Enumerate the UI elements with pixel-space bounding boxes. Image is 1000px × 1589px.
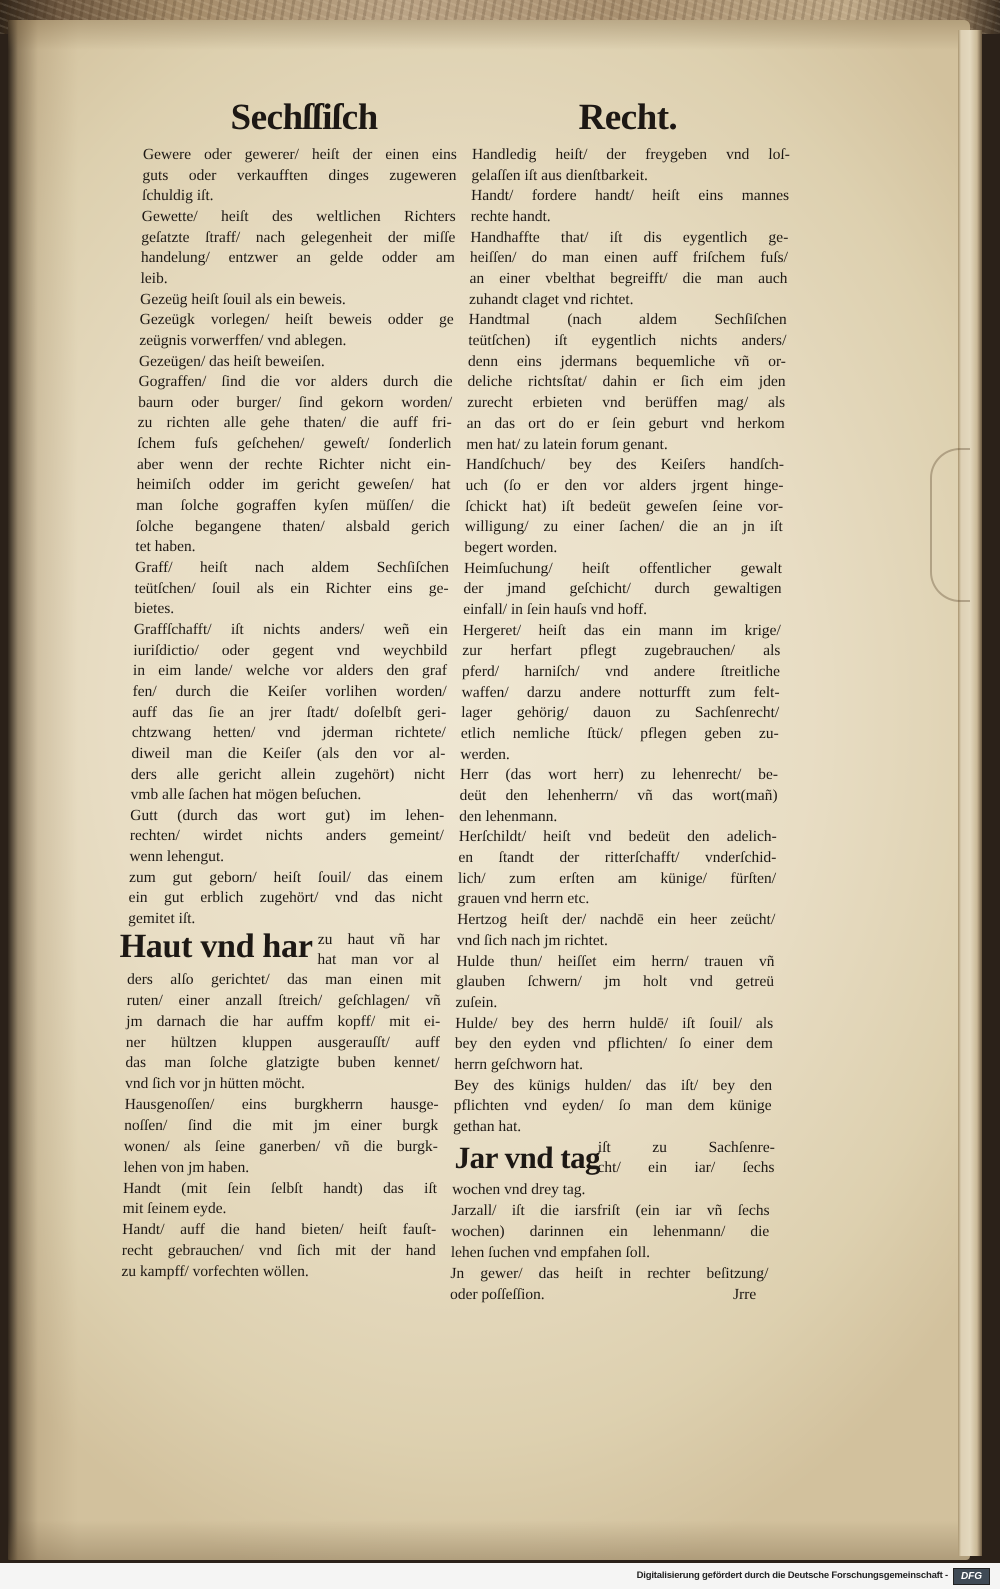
entry-line: pferd/ harniſch/ vnd andere ſtreitliche xyxy=(461,663,781,680)
right-column-upper xyxy=(453,145,790,1137)
entry-line: man ſolche gograffen kyſen müſſen/ die xyxy=(136,497,451,515)
entry-line: bey den eyden vnd pflichten/ ſo einer dem xyxy=(454,1035,774,1053)
entry-line: zuhandt claget vnd richtet. xyxy=(468,290,634,308)
footer-bar xyxy=(0,1563,1000,1589)
right-column-lower xyxy=(450,1180,770,1306)
entry-heading-side-text xyxy=(597,1138,775,1178)
entry-start-line: Gezeügen/ das heiſt beweiſen. xyxy=(138,352,326,370)
funding-note: Digitalisierung gefördert durch die Deutsche Forschungsgemeinschaft - xyxy=(636,1570,948,1581)
entry-line: deüt den lehenherrn/ vñ das wort(mañ) xyxy=(459,787,778,805)
entry-line: ein gut erblich zugehört/ vnd das nicht xyxy=(128,889,443,907)
entry-start-line: Bey des künigs hulden/ das iſt/ bey den xyxy=(453,1076,773,1094)
entry-line: in eim lande/ welche vor alders den graf xyxy=(132,662,448,680)
entry-line: willigung/ zu einer ſachen/ die an jn iſt xyxy=(464,518,783,536)
entry-start-line: Hertzog heiſt der/ nachdē ein heer zeücht/ xyxy=(457,911,776,929)
entry-line: ders alle gericht allein zugehört) nicht xyxy=(130,765,446,783)
entry-start-line: Gezeügk vorlegen/ heiſt beweis odder ge xyxy=(139,311,454,329)
entry-start-line: Gezeüg heiſt ſouil als ein beweis. xyxy=(139,290,347,308)
entry-start-line: Handſchuch/ bey des Keiſers handſch- xyxy=(465,456,785,474)
entry-start-line: Hulde thun/ heiſſet eim herrn/ trauen vñ xyxy=(456,952,775,970)
entry-line: leib. xyxy=(140,269,168,287)
entry-line: zeügnis vorwerffen/ vnd ablegen. xyxy=(139,331,347,349)
entry-start-line: Jarzall/ iſt die iarsfriſt (ein iar vñ ſechs xyxy=(451,1201,770,1219)
entry-line: zu kampff/ vorfechten wöllen. xyxy=(121,1262,310,1280)
entry-start-line: Handhaffte that/ iſt dis eygentlich ge- xyxy=(470,228,789,246)
entry-line: ſchem fuſs geſchehen/ geweſt/ ſonderlich xyxy=(137,435,452,453)
entry-line: wonen/ als ſeine ganerben/ vñ die burgk- xyxy=(123,1137,439,1155)
entry-line: waffen/ darzu andere notturfft zum felt- xyxy=(461,683,780,701)
entry-line: das man ſolche glatzigte buben kennet/ xyxy=(125,1054,440,1072)
entry-line: geſatzte ſtraff/ nach gelegenheit der miſſe xyxy=(141,228,456,246)
entry-line: zu richten alle gehe thaten/ die auff fri- xyxy=(137,414,452,432)
entry-line: teütſchen) iſt eygentlich nichts anders/ xyxy=(468,332,787,350)
entry-line: vnd ſich vor jn hütten möcht. xyxy=(124,1075,306,1093)
entry-line: auff das ſie an jrer ſtadt/ doſelbſt geri- xyxy=(132,703,447,721)
entry-start-line: Herr (das wort herr) zu lehenrecht/ be- xyxy=(459,766,779,784)
entry-line: der jmand geſchicht/ durch gewaltigen xyxy=(463,580,782,598)
entry-line: zurecht erbieten vnd berüffen mag/ als xyxy=(466,394,786,412)
entry-line: glauben ſchwern/ jm holt vnd getreü xyxy=(455,973,775,991)
entry-line: gelaſſen iſt aus dienſtbarkeit. xyxy=(471,166,649,184)
entry-start-line: Handt (mit ſein ſelbſt handt) das iſt xyxy=(122,1179,438,1197)
entry-line: den lehenmann. xyxy=(459,807,558,825)
entry-start-line: Handt/ fordere handt/ heiſt eins mannes xyxy=(470,187,790,205)
entry-line: recht gebrauchen/ vnd ſich mit der hand xyxy=(121,1242,437,1260)
entry-line: noſſen/ ſind die mit jm einer burgk xyxy=(124,1116,439,1134)
entry-line: vmb alle ſachen hat mögen beſuchen. xyxy=(130,786,362,804)
entry-line: en ſtandt der ritterſchafft/ vnderſchid- xyxy=(458,849,777,867)
entry-line: ders alſo gerichtet/ das man einen mit xyxy=(126,971,442,988)
entry-line: ſchickt hat) iſt bedeüt geweſen ſeine vor- xyxy=(465,497,784,515)
entry-line: handelung/ entzwer an gelde odder am xyxy=(140,249,456,267)
entry-line: grauen vnd herrn etc. xyxy=(457,890,590,908)
entry-line: rechte handt. xyxy=(470,208,551,226)
entry-line: etlich nemliche ſtück/ pflegen geben zu- xyxy=(460,725,779,743)
entry-start-line: Handtmal (nach aldem Sechſiſchen xyxy=(468,311,787,329)
entry-start-line: zum gut geborn/ heiſt ſouil/ das einem xyxy=(128,868,444,886)
entry-line: einfall/ in ſein hauſs vnd hoff. xyxy=(463,600,648,618)
entry-line: guts oder verkaufften dinges zugeweren xyxy=(142,166,457,184)
entry-line: uch (ſo er den vor alders jrgent hinge- xyxy=(465,476,784,494)
entry-line: denn eins jdermans bequemliche vñ or- xyxy=(467,352,787,370)
entry-line: aber wenn der rechte Richter nicht ein- xyxy=(136,455,452,473)
entry-line: wochen vnd drey tag. xyxy=(451,1181,586,1198)
entry-line: ſolche begangene thaten/ alsbald gerich xyxy=(135,517,450,535)
entry-heading-large: Jar vnd tag xyxy=(454,1140,601,1175)
entry-start-line: Jn gewer/ das heiſt in rechter beſitzung/ xyxy=(450,1264,769,1282)
entry-line: lehen ſuchen vnd empfahen ſoll. xyxy=(450,1243,651,1261)
entry-line: wenn lehengut. xyxy=(129,848,225,866)
entry-line: lehen von jm haben. xyxy=(123,1158,250,1176)
entry-line: lager gehörig/ dauon zu Sachſenrecht/ xyxy=(461,704,780,722)
entry-start-line: Gutt (durch das wort gut) im lehen- xyxy=(130,806,445,824)
entry-line: heiſſen/ do man einen auff friſchem fuſs/ xyxy=(469,249,789,267)
entry-start-line: Hergeret/ heiſt das ein mann im krige/ xyxy=(462,621,781,639)
entry-line: bietes. xyxy=(134,600,175,618)
entry-line: tet haben. xyxy=(135,538,196,556)
entry-start-line: Hausgenoſſen/ eins burgkherrn hausge- xyxy=(124,1096,439,1114)
entry-start-line: Gewette/ heiſt des weltlichen Richters xyxy=(141,207,456,225)
dfg-logo: DFG xyxy=(953,1568,990,1585)
running-head-right: Recht. xyxy=(578,97,678,138)
entry-side-line: hat man vor al xyxy=(317,950,440,968)
entry-line: chtzwang hetten/ vnd jderman richtete/ xyxy=(131,724,446,742)
entry-side-line: cht/ ein iar/ ſechs xyxy=(597,1159,775,1176)
entry-line: fen/ durch die Keiſer vorlihen worden/ xyxy=(132,682,447,700)
entry-heading-side-text xyxy=(317,930,440,970)
catchword: Jrre xyxy=(732,1286,757,1303)
entry-start-line: Hulde/ bey des herrn huldē/ iſt ſouil/ als xyxy=(455,1014,774,1032)
entry-line: men hat/ zu latein forum genant. xyxy=(466,435,668,453)
entry-line: gethan hat. xyxy=(453,1117,522,1135)
entry-line: ſchuldig iſt. xyxy=(141,187,214,205)
entry-start-line: Graffſchafft/ iſt nichts anders/ weñ ein xyxy=(133,620,448,638)
entry-side-line: zu haut vñ har xyxy=(317,931,441,948)
entry-start-line: Heimſuchung/ heiſt offentlicher gewalt xyxy=(463,559,783,577)
entry-line: gemitet iſt. xyxy=(128,910,196,928)
entry-line: pflichten vnd eyden/ ſo man dem künige xyxy=(453,1097,772,1115)
entry-start-line: Handt/ auff die hand bieten/ heiſt fauſt- xyxy=(122,1221,437,1239)
entry-line: wochen) darinnen ein lehenmann/ die xyxy=(451,1222,770,1240)
entry-start-line: Herſchildt/ heiſt vnd bedeüt den adelich- xyxy=(458,828,777,846)
entry-line: an einer vbelthat begreifft/ die man auch xyxy=(469,270,788,288)
entry-line: diweil man die Keiſer (als den vor al- xyxy=(131,744,446,762)
entry-line: begert worden. xyxy=(464,538,558,556)
entry-side-line: iſt zu Sachſenre- xyxy=(597,1139,776,1156)
entry-line: deliche richtsſtat/ dahin er ſich eim jden xyxy=(467,373,786,391)
entry-line: werden. xyxy=(460,745,511,763)
entry-start-line: Gewere oder gewerer/ heiſt der einen eins xyxy=(142,146,458,163)
entry-line: ner hültzen kluppen ausgerauſſt/ auff xyxy=(125,1033,441,1051)
entry-line: an das ort do er ſein geburt vnd herkom xyxy=(466,414,785,432)
entry-line: lich/ zum erſten am künige/ fürſten/ xyxy=(457,869,777,887)
entry-line: jm darnach die har auffm kopff/ mit ei- xyxy=(126,1012,441,1030)
entry-heading-large: Haut vnd har xyxy=(119,928,313,965)
entry-line: iuriſdictio/ oder gegent vnd weychbild xyxy=(133,641,448,659)
entry-line: zur herfart pflegt zugebrauchen/ als xyxy=(462,642,781,660)
entry-start-line: Handledig heiſt/ der freygeben vnd loſ- xyxy=(471,146,791,163)
entry-start-line: Graff/ heiſt nach aldem Sechſiſchen xyxy=(134,559,450,576)
entry-line: mit ſeinem eyde. xyxy=(122,1200,227,1218)
entry-start-line: Gograffen/ ſind die vor alders durch die xyxy=(138,373,453,391)
entry-line: vnd ſich nach jm richtet. xyxy=(456,931,609,949)
left-column-lower xyxy=(121,970,441,1282)
entry-line: heimiſch odder im gericht geweſen/ hat xyxy=(136,476,451,494)
entry-line: teütſchen/ ſouil als ein Richter eins ge- xyxy=(134,579,449,597)
entry-line: baurn oder burger/ ſind gekorn worden/ xyxy=(137,393,453,411)
entry-line: rechten/ wirdet nichts anders gemeint/ xyxy=(129,827,444,845)
entry-line: zuſein. xyxy=(455,993,498,1011)
entry-line: herrn geſchworn hat. xyxy=(454,1055,584,1073)
entry-line: ruten/ einer anzall ſtreich/ geſchlagen/ vñ xyxy=(126,991,441,1009)
entry-line: oder poſſeſſion. xyxy=(449,1285,545,1303)
left-column-upper xyxy=(128,145,457,929)
running-head-left: Sechſſiſch xyxy=(230,97,379,138)
